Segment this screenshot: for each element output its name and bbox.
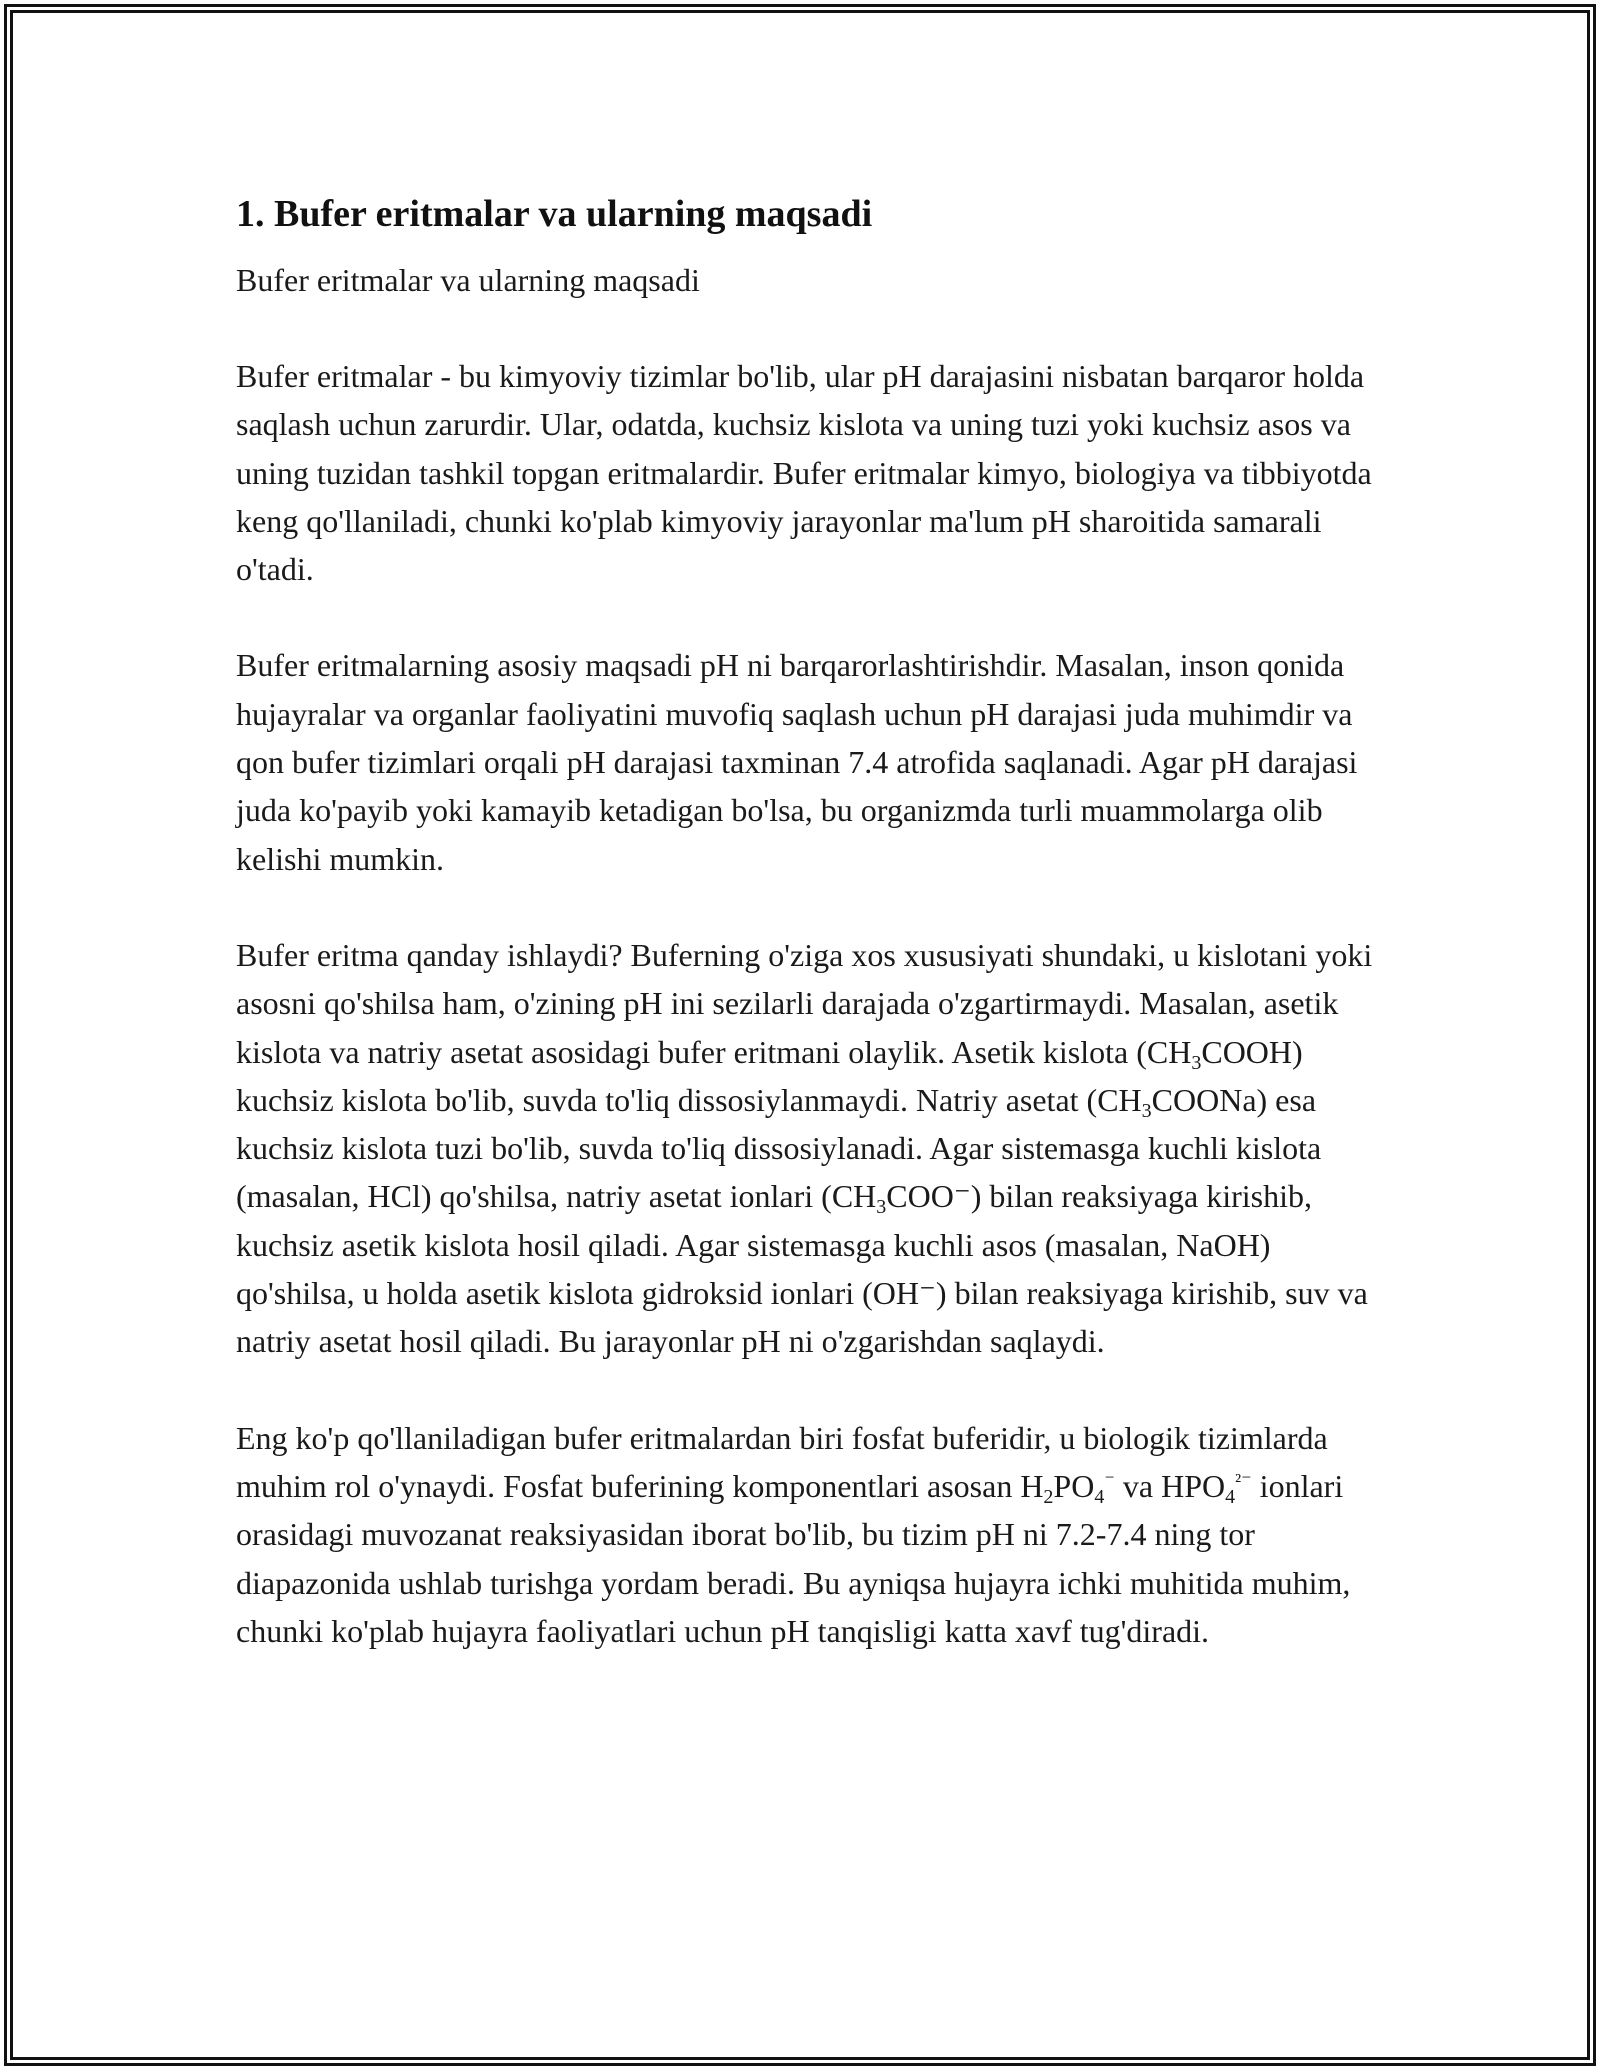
text-run: COOH) kuchsiz kislota bo'lib, suvda to'liq dissosiylanmaydi. Natriy asetat (CH — [236, 1033, 1303, 1118]
paragraph-intro: Bufer eritmalar - bu kimyoviy tizimlar bo'lib, ular pH darajasini nisbatan barqaror holda saqlash uchun zarurdir. Ular, odatda, kuchsiz kislota va uning tuzi yoki kuchsiz asos va uning tuzidan tashkil topgan eritmalardir. Bufer eritmalar kimyo, biologiya va tibbiyotda keng qo'llaniladi, chunki ko'plab kimyoviy jarayonlar ma'lum pH sharoitida samarali o'tadi. — [236, 358, 1372, 588]
text-run: COONa) esa kuchsiz kislota tuzi bo'lib, suvda to'liq dissosiylanadi. Agar sistemasga kuchli kislota (masalan, HCl) qo'shilsa, natriy asetat ionlari (CH — [236, 1081, 1322, 1215]
text-run: Eng ko'p qo'llaniladigan bufer eritmalardan biri fosfat buferidir, u biologik tizimlarda muhim rol o'ynaydi. Fosfat buferining komponentlari asosan H — [236, 1419, 1328, 1504]
text-run: Bufer eritma qanday ishlaydi? Buferning o'ziga xos xususiyati shundaki, u kislotani yoki asosni qo'shilsa ham, o'zining pH ini sezilarli darajada o'zgartirmaydi. Masalan, asetik kislota va natriy asetat asosidagi bufer eritmani olaylik. Asetik kislota (CH — [236, 936, 1373, 1070]
subscript: 3 — [1191, 1051, 1202, 1074]
subscript: 2 — [1043, 1485, 1054, 1508]
superscript: ⁻ — [1104, 1469, 1115, 1492]
subscript: 4 — [1094, 1485, 1105, 1508]
text-run: va HPO — [1114, 1467, 1226, 1504]
superscript: ²⁻ — [1235, 1469, 1252, 1492]
subscript: 4 — [1225, 1485, 1236, 1508]
document-page — [236, 186, 1386, 1655]
paragraph-purpose: Bufer eritmalarning asosiy maqsadi pH ni barqarorlashtirishdir. Masalan, inson qonida hujayralar va organlar faoliyatini muvofiq saqlash uchun pH darajasi juda muhimdir va qon bufer tizimlari orqali pH darajasi taxminan 7.4 atrofida saqlanadi. Agar pH darajasi juda ko'payib yoki kamayib ketadigan bo'lsa, bu organizmda turli muammolarga olib kelishi mumkin. — [236, 647, 1358, 877]
paragraph-phosphate — [236, 1414, 1386, 1655]
subscript: 3 — [1141, 1099, 1152, 1122]
text-run: ionlari orasidagi muvozanat reaksiyasidan iborat bo'lib, bu tizim pH ni 7.2-7.4 ning tor diapazonida ushlab turishga yordam beradi. Bu ayniqsa hujayra ichki muhitida muhim, chunki ko'plab hujayra faoliyatlari uchun pH tanqisligi katta xavf tug'diradi. — [236, 1467, 1351, 1649]
section-subtitle: Bufer eritmalar va ularning maqsadi — [236, 262, 700, 298]
text-run: COO⁻) bilan reaksiyaga kirishib, kuchsiz asetik kislota hosil qiladi. Agar sistemasga kuchli asos (masalan, NaOH) qo'shilsa, u holda asetik kislota gidroksid ionlari (OH⁻) bilan reaksiyaga kirishib, suv va natriy asetat hosil qiladi. Bu jarayonlar pH ni o'zgarishdan saqlaydi. — [236, 1178, 1368, 1360]
subscript: 3 — [876, 1196, 887, 1219]
paragraph-mechanism — [236, 931, 1386, 1366]
text-run: PO — [1053, 1467, 1095, 1504]
section-heading: 1. Bufer eritmalar va ularning maqsadi — [236, 193, 873, 235]
